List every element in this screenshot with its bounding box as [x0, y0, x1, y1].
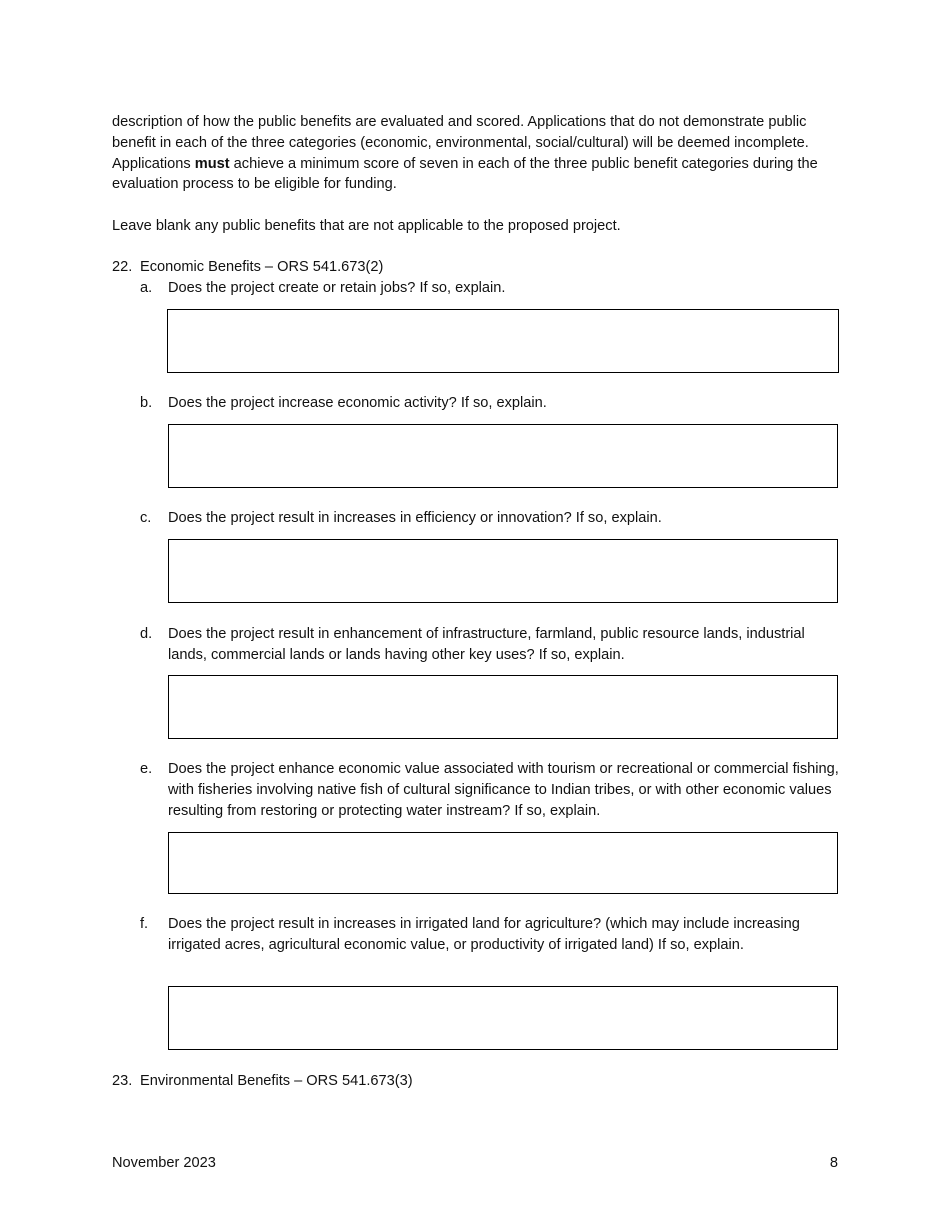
leave-blank-note: Leave blank any public benefits that are not applicable to the proposed project.: [112, 218, 621, 234]
section-23-number: 23.: [112, 1073, 133, 1089]
question-e-letter: e.: [140, 761, 153, 777]
answer-box-a[interactable]: [167, 309, 839, 373]
answer-box-d[interactable]: [168, 675, 838, 739]
section-22-number: 22.: [112, 259, 133, 275]
intro-text-bold: must: [194, 155, 230, 172]
question-f-text: Does the project result in increases in irrigated land for agriculture? (which may include increasing irrigated acres, agricultural economic value, or productivity of irrigated land) If so, explain.: [168, 916, 800, 953]
question-d-text: Does the project result in enhancement of infrastructure, farmland, public resource lands, industrial lands, commercial lands or lands having other key uses? If so, explain.: [168, 626, 805, 663]
question-f-letter: f.: [140, 916, 149, 932]
question-b-letter: b.: [140, 395, 153, 411]
intro-text-part2: achieve a minimum score of seven in each of the three public benefit categories during the evaluation process to be eligible for funding.: [112, 155, 818, 193]
question-c-letter: c.: [140, 510, 152, 526]
question-c-text: Does the project result in increases in efficiency or innovation? If so, explain.: [168, 510, 662, 526]
intro-paragraph: [112, 112, 842, 195]
section-22-title: Economic Benefits – ORS 541.673(2): [140, 259, 384, 275]
intro-text-part1: description of how the public benefits are evaluated and scored. Applications that do not demonstrate public benefit in each of the three categories (economic, environmental, social/cultural) will be deemed incomplete. Applications: [112, 114, 809, 172]
question-b-text: Does the project increase economic activity? If so, explain.: [168, 395, 547, 411]
answer-box-b[interactable]: [168, 424, 838, 488]
question-e-text: Does the project enhance economic value associated with tourism or recreational or commercial fishing, with fisheries involving native fish of cultural significance to Indian tribes, or with other economic values resulting from restoring or protecting water instream? If so, explain.: [168, 761, 839, 819]
answer-box-f[interactable]: [168, 986, 838, 1050]
question-a-letter: a.: [140, 280, 153, 296]
answer-box-c[interactable]: [168, 539, 838, 603]
answer-box-e[interactable]: [168, 832, 838, 894]
footer-page-number: 8: [829, 1155, 838, 1171]
question-d-letter: d.: [140, 626, 153, 642]
section-23-title: Environmental Benefits – ORS 541.673(3): [140, 1073, 413, 1089]
footer-date: November 2023: [112, 1155, 216, 1171]
question-a-text: Does the project create or retain jobs? If so, explain.: [168, 280, 506, 296]
